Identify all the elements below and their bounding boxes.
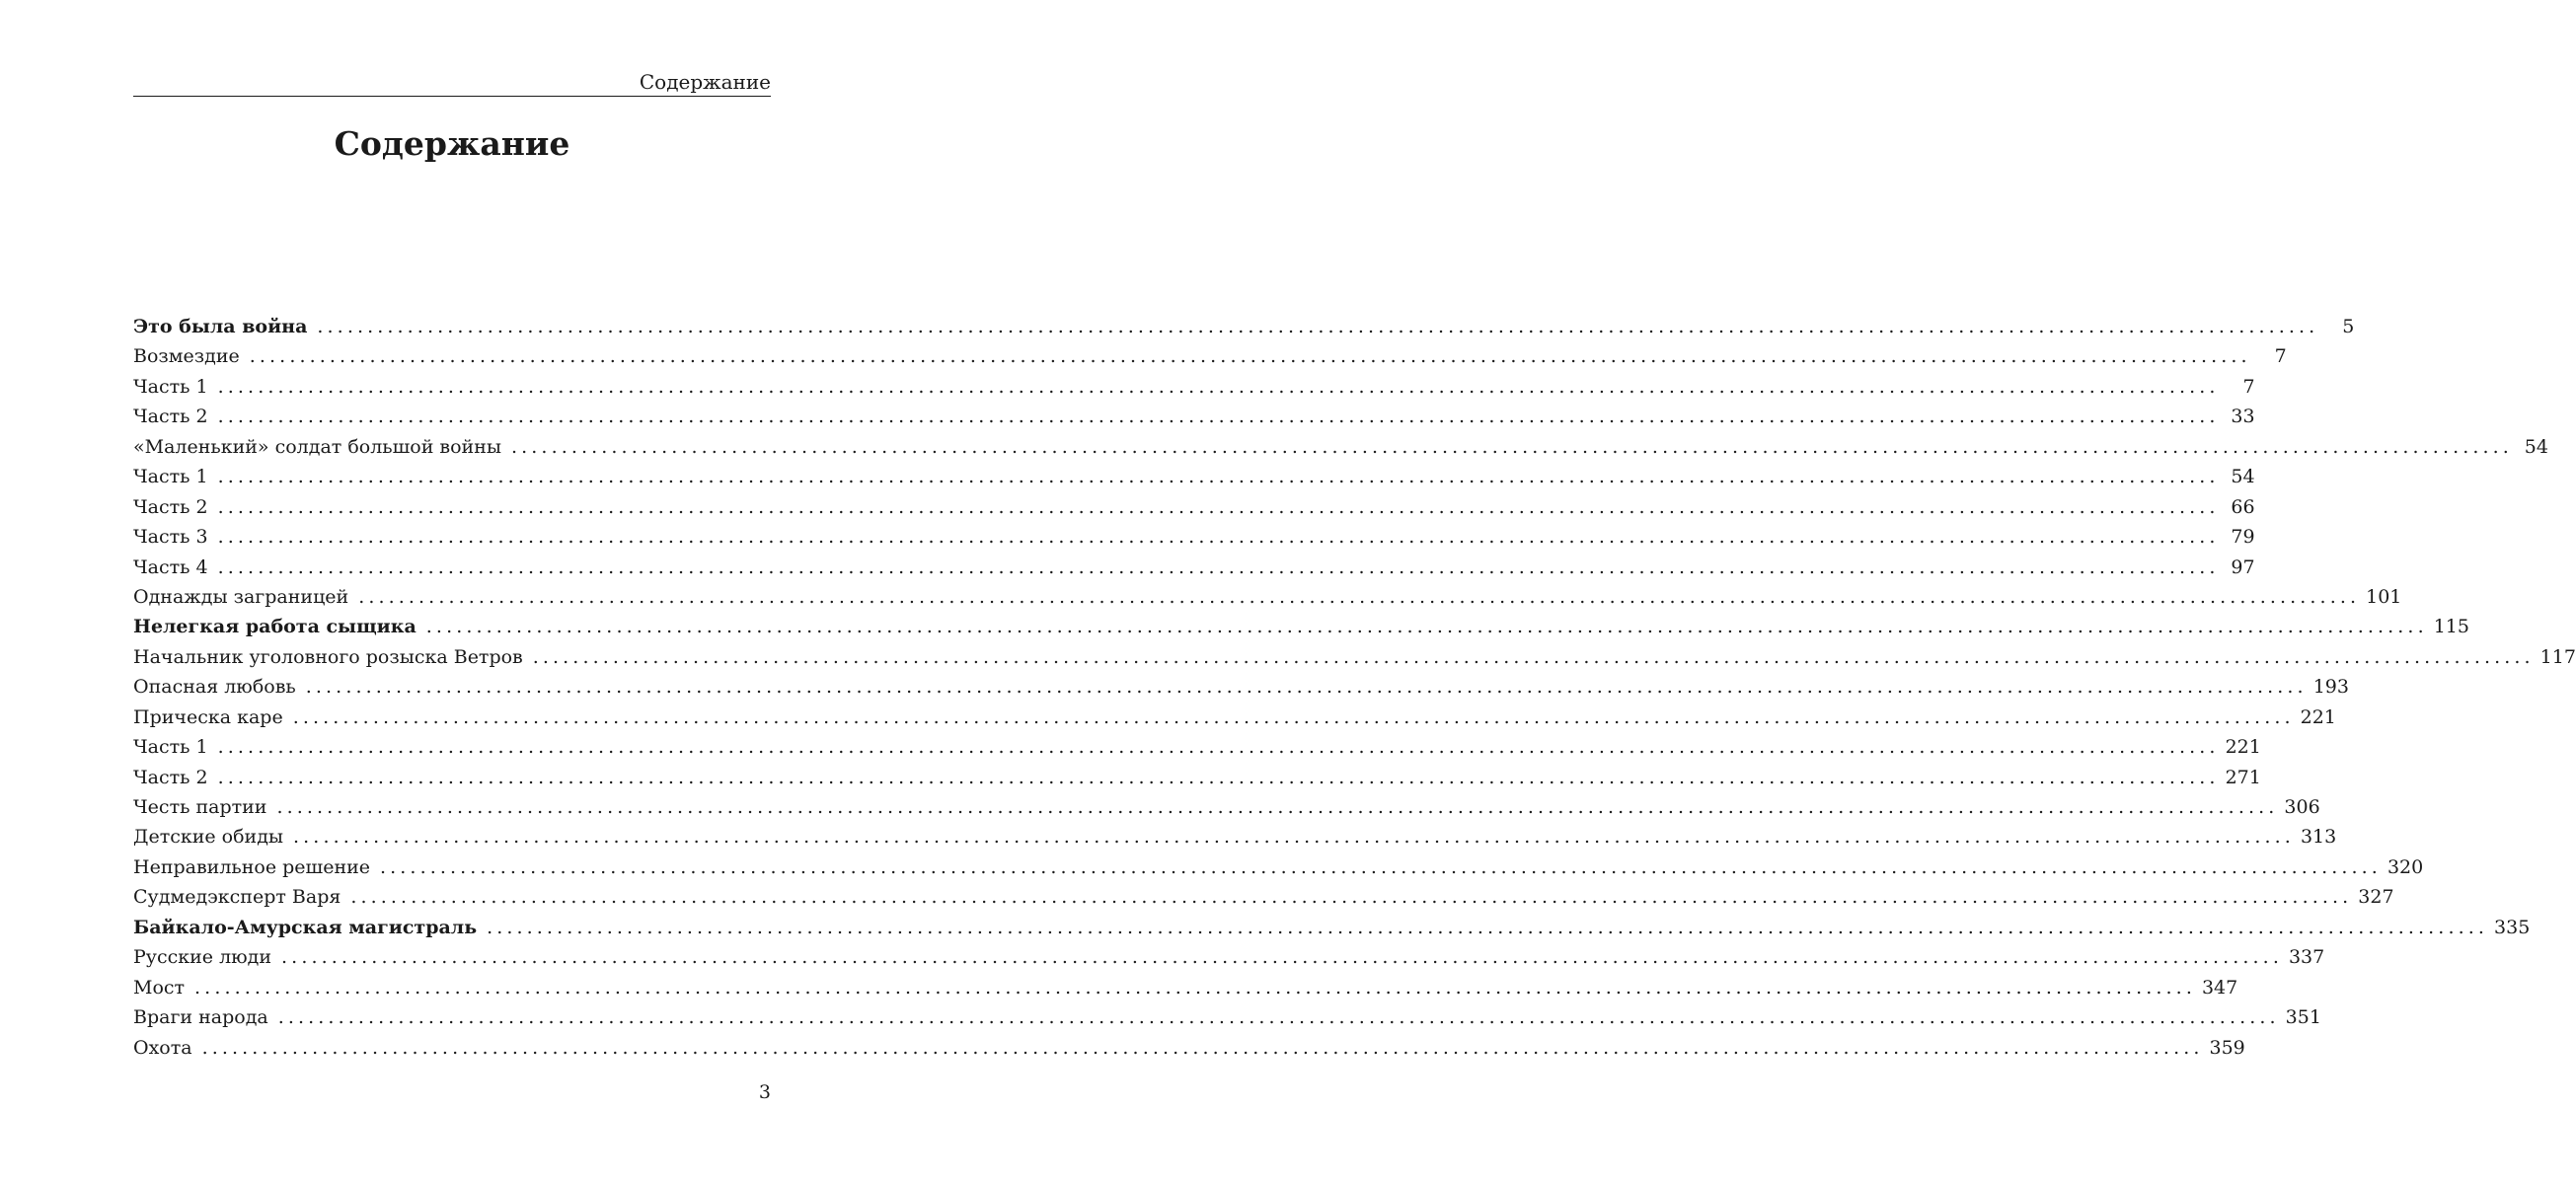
toc-part-heading (133, 612, 2469, 641)
toc-entry-label: Часть 2 (133, 406, 208, 428)
toc-entry-page: 271 (2225, 766, 2261, 788)
toc-entry-label: Это была война (133, 316, 308, 337)
toc-entry-page: 66 (2231, 495, 2255, 518)
dot-leader: ........................................................................................................................................................................................................ (292, 705, 2295, 728)
toc-entry-page: 320 (2387, 855, 2424, 878)
toc-part-heading (133, 913, 2531, 942)
toc-entry (133, 703, 2336, 732)
dot-leader: ........................................................................................................................................................................................................ (350, 886, 2353, 909)
toc-entry-page: 306 (2284, 796, 2320, 818)
toc-entry-label: Честь партии (133, 796, 267, 818)
toc-entry-page: 337 (2288, 946, 2325, 969)
toc-entry-label: Однажды заграницей (133, 585, 349, 608)
toc-entry-page: 351 (2285, 1006, 2321, 1029)
toc-entry (133, 942, 2325, 972)
dot-leader: ........................................................................................................................................................................................................ (249, 345, 2251, 368)
toc-entry-page: 54 (2524, 435, 2548, 458)
toc-entry-page: 221 (2225, 736, 2261, 759)
dot-leader: ........................................................................................................................................................................................................ (532, 645, 2535, 668)
running-head: Содержание (639, 70, 771, 94)
toc-entry (133, 792, 2320, 822)
toc-entry-label: Прическа каре (133, 705, 283, 728)
toc-entry (133, 642, 2576, 672)
toc-entry-label: Часть 4 (133, 555, 208, 578)
toc-entry-label: Часть 3 (133, 526, 208, 549)
dot-leader: ........................................................................................................................................................................................................ (217, 466, 2220, 488)
toc-entry-page: 313 (2300, 826, 2337, 849)
toc-entry-page: 97 (2231, 555, 2255, 578)
toc-entry (133, 852, 2424, 882)
dot-leader: ........................................................................................................................................................................................................ (277, 1006, 2280, 1029)
toc-entry-label: Детские обиды (133, 826, 284, 849)
toc-entry-label: Часть 1 (133, 375, 208, 398)
toc-entry (133, 553, 2255, 582)
dot-leader: ........................................................................................................................................................................................................ (194, 976, 2196, 999)
dot-leader: ........................................................................................................................................................................................................ (358, 585, 2361, 608)
toc-entry-label: Русские люди (133, 946, 272, 969)
header-rule (133, 96, 771, 97)
toc-entry-label: Судмедэксперт Варя (133, 886, 341, 909)
toc-entry-page: 117 (2539, 645, 2576, 668)
toc-entry-label: Часть 2 (133, 766, 208, 788)
toc-entry (133, 462, 2255, 491)
dot-leader: ........................................................................................................................................................................................................ (487, 916, 2489, 938)
toc-entry-page: 101 (2366, 585, 2402, 608)
toc-entry (133, 522, 2255, 552)
toc-entry-page: 79 (2231, 526, 2255, 549)
dot-leader: ........................................................................................................................................................................................................ (281, 946, 2283, 969)
dot-leader: ........................................................................................................................................................................................................ (201, 1036, 2204, 1059)
toc-entry (133, 582, 2402, 612)
toc-entry-page: 327 (2358, 886, 2394, 909)
toc-entry-label: «Маленький» солдат большой войны (133, 435, 502, 458)
toc-entry (133, 672, 2349, 702)
dot-leader: ........................................................................................................................................................................................................ (217, 736, 2220, 759)
dot-leader: ........................................................................................................................................................................................................ (276, 796, 2279, 818)
dot-leader: ........................................................................................................................................................................................................ (425, 616, 2428, 638)
toc-entry-label: Начальник уголовного розыска Ветров (133, 645, 523, 668)
toc-entry-page: 193 (2312, 676, 2349, 699)
dot-leader: ........................................................................................................................................................................................................ (317, 316, 2319, 337)
toc-entry-label: Охота (133, 1036, 192, 1059)
toc-entry (133, 1002, 2321, 1032)
toc-entry (133, 763, 2261, 792)
toc-entry-label: Неправильное решение (133, 855, 371, 878)
toc-entry (133, 402, 2255, 431)
toc-entry-label: Возмездие (133, 345, 240, 368)
dot-leader: ........................................................................................................................................................................................................ (217, 555, 2220, 578)
toc-entry-page: 335 (2494, 916, 2531, 938)
toc-entry (133, 492, 2255, 522)
toc-entry-page: 347 (2201, 976, 2238, 999)
toc-entry (133, 732, 2261, 762)
dot-leader: ........................................................................................................................................................................................................ (217, 766, 2220, 788)
toc-entry-label: Мост (133, 976, 186, 999)
dot-leader: ........................................................................................................................................................................................................ (217, 526, 2220, 549)
toc-entry-label: Часть 2 (133, 495, 208, 518)
toc-entry-page: 54 (2231, 466, 2255, 488)
dot-leader: ........................................................................................................................................................................................................ (511, 435, 2513, 458)
toc-entry-page: 359 (2209, 1036, 2245, 1059)
page-title: Содержание (334, 124, 570, 163)
dot-leader: ........................................................................................................................................................................................................ (217, 495, 2220, 518)
dot-leader: ........................................................................................................................................................................................................ (305, 676, 2308, 699)
toc-entry-page: 7 (2274, 345, 2287, 368)
toc-part-heading (133, 312, 2355, 341)
dot-leader: ........................................................................................................................................................................................................ (380, 855, 2382, 878)
dot-leader: ........................................................................................................................................................................................................ (293, 826, 2295, 849)
toc-entry-label: Часть 1 (133, 736, 208, 759)
toc-entry (133, 882, 2394, 912)
toc-entry-label: Нелегкая работа сыщика (133, 616, 417, 638)
toc-entry-label: Байкало-Амурская магистраль (133, 916, 478, 938)
toc-entry-page: 5 (2342, 316, 2355, 337)
toc-entry (133, 372, 2255, 402)
toc-entry (133, 432, 2548, 462)
table-of-contents (133, 312, 2576, 1063)
dot-leader: ........................................................................................................................................................................................................ (217, 375, 2220, 398)
toc-entry-label: Враги народа (133, 1006, 268, 1029)
toc-entry-label: Опасная любовь (133, 676, 296, 699)
toc-entry-page: 33 (2231, 406, 2255, 428)
toc-entry (133, 1033, 2245, 1063)
toc-entry (133, 822, 2337, 851)
toc-entry-page: 221 (2300, 705, 2336, 728)
toc-entry-page: 115 (2433, 616, 2469, 638)
toc-entry-label: Часть 1 (133, 466, 208, 488)
page-number: 3 (758, 1081, 771, 1103)
toc-entry (133, 341, 2287, 371)
dot-leader: ........................................................................................................................................................................................................ (217, 406, 2220, 428)
toc-entry-page: 7 (2242, 375, 2255, 398)
toc-entry (133, 973, 2238, 1002)
